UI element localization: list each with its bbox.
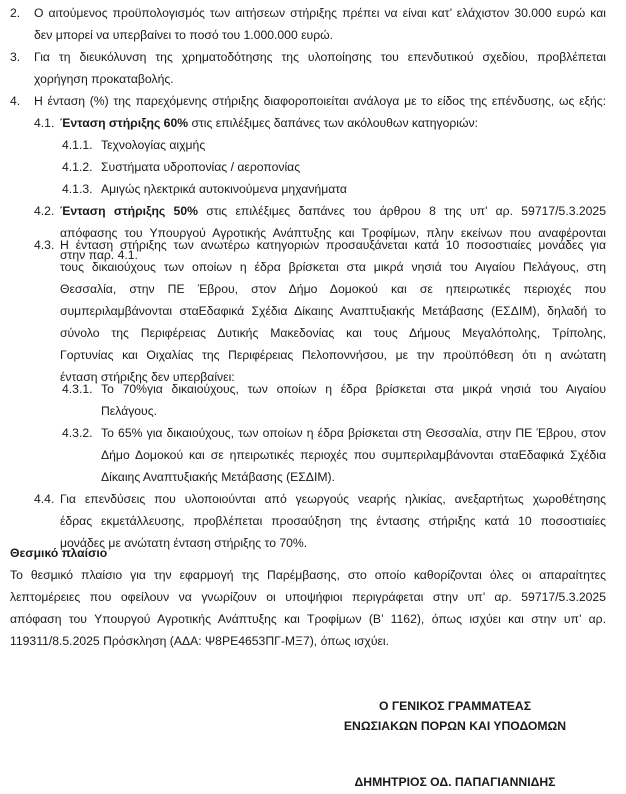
subitem-4-1-rest: στις επιλέξιμες δαπάνες των ακόλουθων κατηγοριών: [188,116,479,130]
subitem-4-3-line: Θεσσαλία, στην ΠΕ Έβρου, στον Δήμο Δομοκού και σε ηπειρωτικές περιοχές που [60,282,606,296]
subitem-4-2-line-1 [60,203,606,220]
subitem-4-3-line: τους δικαιούχους των οποίων η έδρα βρίσκεται στα μικρά νησιά του Αιγαίου Πελάγους, στη [60,260,606,274]
item-number: 2. [10,6,21,20]
item-4-line-1: Η ένταση (%) της παρεχόμενης στήριξης διαφοροποιείται ανάλογα με το είδος της επένδυσης, ως εξής: [34,94,606,108]
subitem-4-3-line: Η ένταση στήριξης των ανωτέρω κατηγοριών προσαυξάνεται κατά 10 ποσοστιαίες μονάδες για [60,238,606,252]
framework-line: 119311/8.5.2025 Πρόσκληση (ΑΔΑ: Ψ8ΡΕ4653ΠΓ-ΜΞ7), όπως ισχύει. [10,634,390,648]
subsubitem-number: 4.1.2. [62,160,93,174]
subitem-4-3-line: σύνολο της Περιφέρειας Δυτικής Μακεδονίας και τους Δήμους Μεγαλόπολης, Τρίπολης, [60,326,606,340]
subitem-4-4-line: έδρας εκμετάλλευσης, προβλέπεται προσαύξηση της έντασης στήριξης κατά 10 ποσοστιαίες [60,514,606,528]
subitem-4-2-rest: στις επιλέξιμες δαπάνες του άρθρου 8 της υπ’ αρ. 59717/5.3.2025 [197,204,606,218]
item-number: 3. [10,50,21,64]
subsubitem-number: 4.3.2. [62,426,93,440]
subitem-number: 4.4. [34,492,55,506]
framework-heading: Θεσμικό πλαίσιο [10,546,108,560]
signature-name: ΔΗΜΗΤΡΙΟΣ ΟΔ. ΠΑΠΑΓΙΑΝΝΙΔΗΣ [354,775,556,789]
subitem-4-3-line: συμπεριλαμβάνονται σταΕδαφικά Σχέδια Δίκαιης Αναπτυξιακής Μετάβασης (ΕΣΔΙΜ), δηλαδή το [60,304,606,318]
subsubitem-text: Αμιγώς ηλεκτρικά αυτοκινούμενα μηχανήματα [101,182,347,196]
subitem-4-1-bold: Ένταση στήριξης 60% [60,116,189,130]
subsubitem-4-3-2-line: Το 65% για δικαιούχους, των οποίων η έδρα βρίσκεται στη Θεσσαλία, στην ΠΕ Έβρου, στον [101,426,606,440]
subitem-4-1-text [60,115,478,132]
item-2-line-2: δεν μπορεί να υπερβαίνει το ποσό του 1.000.000 ευρώ. [34,28,334,42]
subitem-4-2-line-3: στην παρ. 4.1. [60,248,138,262]
subitem-4-2-bold: Ένταση στήριξης 50% [60,204,198,218]
signature-title-line-1: Ο ΓΕΝΙΚΟΣ ΓΡΑΜΜΑΤΕΑΣ [378,699,532,713]
subsubitem-text: Τεχνολογίας αιχμής [101,138,206,152]
item-number: 4. [10,94,21,108]
subsubitem-4-3-1-line: Το 70%για δικαιούχους, των οποίων η έδρα βρίσκεται στα μικρά νησιά του Αιγαίου [101,382,606,396]
subsubitem-4-3-1-line: Πελάγους. [101,404,157,418]
subsubitem-number: 4.3.1. [62,382,93,396]
subsubitem-4-3-2-line: Δίκαιης Αναπτυξιακής Μετάβασης (ΕΣΔΙΜ). [101,470,335,484]
item-3-line-2: χορήγηση προκαταβολής. [34,72,174,86]
subitem-4-4-line: μονάδες με ανώτατη ένταση στήριξης το 70%. [60,536,308,550]
subsubitem-number: 4.1.1. [62,138,93,152]
subitem-4-3-line: ένταση στήριξης δεν υπερβαίνει: [60,370,235,384]
signature-title-line-2: ΕΝΩΣΙΑΚΩΝ ΠΟΡΩΝ ΚΑΙ ΥΠΟΔΟΜΩΝ [343,719,567,733]
subitem-number: 4.2. [34,204,55,218]
item-2-line-1: Ο αιτούμενος προϋπολογισμός των αιτήσεων στήριξης πρέπει να είναι κατ’ ελάχιστον 30.000 ευρώ και [34,6,606,20]
subitem-4-4-line: Για επενδύσεις που υλοποιούνται από γεωργούς νεαρής ηλικίας, ανεξαρτήτως χωροθέτησης [60,492,606,506]
subitem-number: 4.1. [34,116,55,130]
subsubitem-text: Συστήματα υδροπονίας / αεροπονίας [101,160,301,174]
subitem-4-2-line-2: απόφασης του Υπουργού Αγροτικής Ανάπτυξης και Τροφίμων, πλην εκείνων που αναφέρονται [60,226,606,240]
framework-line: λεπτομέρειες που οφείλουν να γνωρίζουν οι υποψήφιοι περιγράφεται στην υπ’ αρ. 59717/5.3.2025 [10,590,606,604]
subitem-number: 4.3. [34,238,55,252]
item-3-line-1: Για τη διευκόλυνση της χρηματοδότησης της υλοποίησης του επενδυτικού σχεδίου, προβλέπεται [34,50,606,64]
subitem-4-3-line: Γορτυνίας και Οιχαλίας της Περιφέρειας Πελοποννήσου, με την προϋπόθεση ότι η ανώτατη [60,348,606,362]
framework-line: Το θεσμικό πλαίσιο για την εφαρμογή της Παρέμβασης, στο οποίο καθορίζονται όλες οι απαραίτητες [10,568,606,582]
framework-line: απόφαση του Υπουργού Αγροτικής Ανάπτυξης και Τροφίμων (Β’ 1162), όπως ισχύει και στην υπ’ αρ. [10,612,606,626]
subsubitem-number: 4.1.3. [62,182,93,196]
subsubitem-4-3-2-line: Δήμο Δομοκού και σε ηπειρωτικές περιοχές που συμπεριλαμβάνονται σταΕδαφικά Σχέδια [101,448,606,462]
